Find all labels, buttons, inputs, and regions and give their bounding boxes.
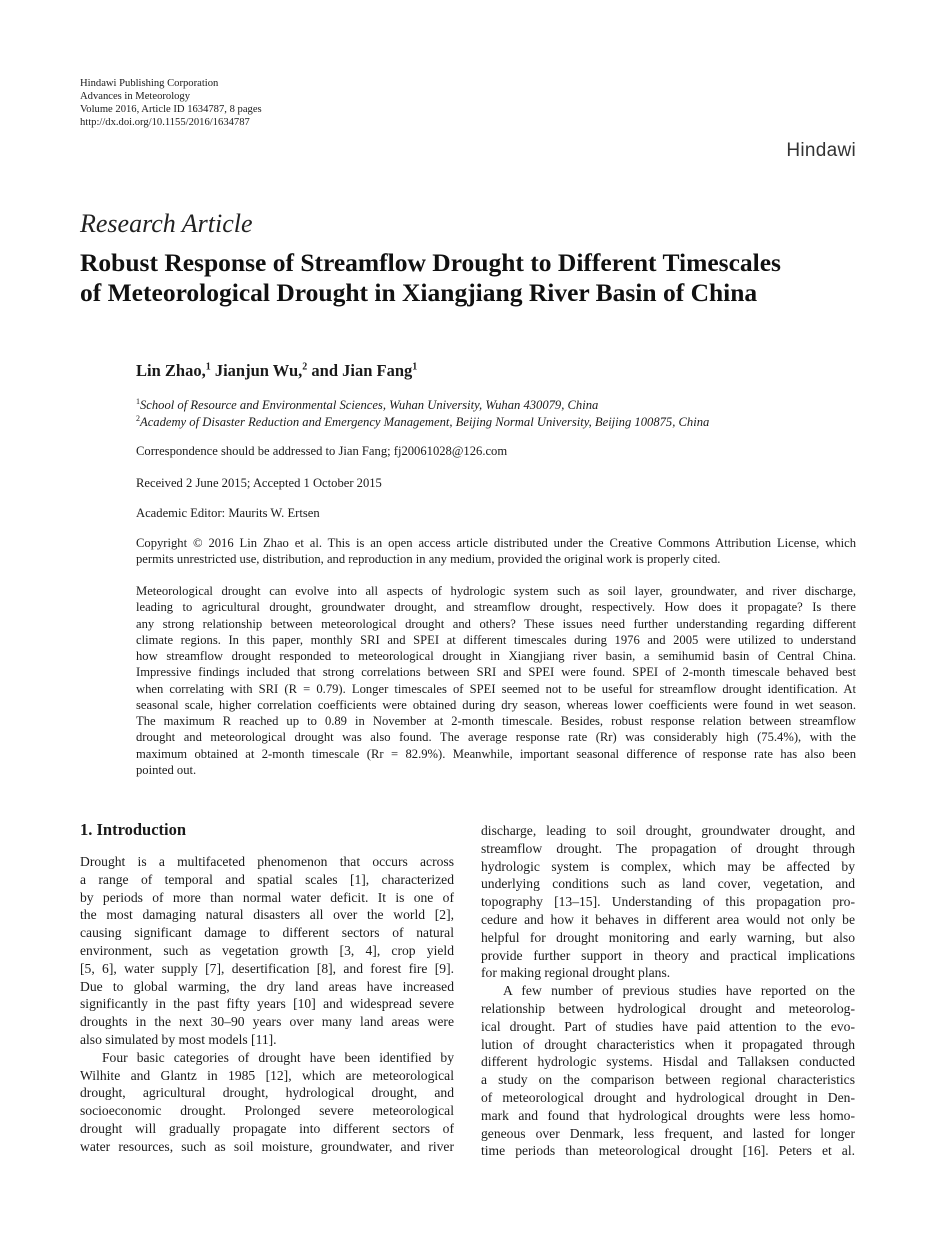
body-line: environment, such as vegetation growth [3, 4], crop yield bbox=[80, 942, 454, 958]
abstract-line: maximum obtained at 2-month timescale (Rr = 82.9%). Meanwhile, important seasonal difference of response rate has also been bbox=[136, 746, 856, 761]
body-line: significantly in the past fifty years [10] and widespread severe bbox=[80, 996, 454, 1012]
body-line: hydrologic system is complex, which may be affected by bbox=[481, 858, 855, 874]
body-line: drought, agricultural drought, hydrological drought, and bbox=[80, 1085, 454, 1101]
title-line: of Meteorological Drought in Xiangjiang River Basin of China bbox=[80, 278, 758, 307]
body-line: a study on the comparison between regional characteristics bbox=[481, 1072, 855, 1088]
body-line: relationship between hydrological drought and meteorolog- bbox=[481, 1000, 855, 1016]
body-line: causing significant damage to different sectors of natural bbox=[80, 925, 454, 941]
copyright-line: permits unrestricted use, distribution, and reproduction in any medium, provided the original work is properly cited. bbox=[136, 552, 721, 566]
doi-line: http://dx.doi.org/10.1155/2016/1634787 bbox=[80, 117, 250, 128]
author-list bbox=[136, 361, 417, 381]
article-type: Research Article bbox=[80, 209, 253, 238]
volume-line: Volume 2016, Article ID 1634787, 8 pages bbox=[80, 104, 262, 115]
body-line: helpful for drought monitoring and early warning, but also bbox=[481, 929, 855, 945]
journal-line: Advances in Meteorology bbox=[80, 91, 191, 102]
body-line: also simulated by most models [11]. bbox=[80, 1031, 277, 1047]
abstract-line: Impressive findings included that strong correlations between SRI and SPEI were found. SPEI of 2-month timescale behaved best bbox=[136, 665, 856, 680]
body-line: Four basic categories of drought have been identified by bbox=[102, 1049, 454, 1065]
author-name: Lin Zhao, bbox=[136, 361, 206, 380]
body-line: time periods than meteorological drought [16]. Peters et al. bbox=[481, 1143, 855, 1159]
body-line: provide further support in theory and practical implications bbox=[481, 947, 855, 963]
body-line: cedure and how it behaves in different area would not only be bbox=[481, 911, 855, 927]
abstract-line: leading to agricultural drought, groundwater drought, and streamflow drought, respectively. How does it propagate? Is there bbox=[136, 600, 856, 615]
affiliation-text: Academy of Disaster Reduction and Emergency Management, Beijing Normal University, Beijing 100875, China bbox=[140, 415, 710, 430]
affiliation bbox=[136, 414, 709, 430]
abstract-line: when correlating with SRI (R = 0.79). Longer timescales of SPEI seemed not to be useful for streamflow drought identification. At bbox=[136, 681, 856, 696]
body-line: of meteorological drought and hydrological drought in Den- bbox=[481, 1089, 855, 1105]
author-affiliation-mark: 1 bbox=[412, 361, 418, 373]
body-line: mark and found that hydrological droughts were less homo- bbox=[481, 1107, 855, 1123]
publisher-logo: Hindawi bbox=[786, 140, 856, 161]
body-line: topography [13–15]. Understanding of this propagation pro- bbox=[481, 894, 855, 910]
section-heading: 1. Introduction bbox=[80, 820, 187, 839]
body-line: geneous over Denmark, less frequent, and lasted for longer bbox=[481, 1125, 855, 1141]
body-line: by periods of more than normal water deficit. It is one of bbox=[80, 889, 454, 905]
body-line: different hydrologic systems. Hisdal and Tallaksen conducted bbox=[481, 1054, 855, 1070]
article-title bbox=[80, 248, 870, 308]
affiliation bbox=[136, 397, 598, 413]
copyright-line: Copyright © 2016 Lin Zhao et al. This is an open access article distributed under the Creative Commons Attribution License, which bbox=[136, 536, 856, 550]
body-line: discharge, leading to soil drought, groundwater drought, and bbox=[481, 823, 855, 838]
body-line: water resources, such as soil moisture, groundwater, and river bbox=[80, 1138, 454, 1154]
body-line: [5, 6], water supply [7], desertification [8], and forest fire [9]. bbox=[80, 960, 454, 976]
body-line: ical drought. Part of studies have paid attention to the evo- bbox=[481, 1018, 855, 1034]
abstract-line: climate regions. In this paper, monthly SRI and SPEI at different timescales during 1976 and 2005 were utilized to understand bbox=[136, 632, 856, 647]
abstract-line: The maximum R reached up to 0.89 in November at 2-month timescale. Besides, robust response relation between streamflow bbox=[136, 714, 856, 728]
academic-editor: Academic Editor: Maurits W. Ertsen bbox=[136, 506, 320, 520]
copyright-notice bbox=[136, 535, 856, 567]
abstract-line: Meteorological drought can evolve into all aspects of hydrologic system such as soil layer, groundwater, and river discharge, bbox=[136, 584, 856, 598]
body-line: for making regional drought plans. bbox=[481, 965, 671, 981]
author-affiliation-mark: 2 bbox=[302, 361, 308, 373]
body-line: socioeconomic drought. Prolonged severe meteorological bbox=[80, 1103, 454, 1119]
author-name: Jianjun Wu, bbox=[210, 361, 303, 380]
journal-meta bbox=[80, 77, 262, 129]
correspondence: Correspondence should be addressed to Jian Fang; fj20061028@126.com bbox=[136, 444, 508, 458]
body-line: A few number of previous studies have reported on the bbox=[503, 983, 855, 999]
body-line: a range of temporal and spatial scales [1], characterized bbox=[80, 871, 454, 887]
affiliation-mark: 2 bbox=[136, 414, 140, 423]
affiliation-mark: 1 bbox=[136, 397, 140, 406]
title-line: Robust Response of Streamflow Drought to Different Timescales bbox=[80, 248, 781, 277]
abstract-line: drought and meteorological drought was also found. The average response rate (Rr) was considerably high (75.4%), with the bbox=[136, 730, 856, 745]
body-line: Due to global warming, the dry land areas have increased bbox=[80, 978, 454, 994]
affiliation-text: School of Resource and Environmental Sciences, Wuhan University, Wuhan 430079, China bbox=[140, 398, 599, 413]
body-line: droughts in the next 30–90 years over many land areas were bbox=[80, 1014, 454, 1030]
body-line: streamflow drought. The propagation of drought through bbox=[481, 840, 855, 856]
abstract bbox=[136, 583, 856, 778]
publisher-line: Hindawi Publishing Corporation bbox=[80, 78, 219, 89]
body-line: Wilhite and Glantz in 1985 [12], which are meteorological bbox=[80, 1067, 454, 1083]
body-line: underlying conditions such as land cover, vegetation, and bbox=[481, 876, 855, 892]
abstract-line: pointed out. bbox=[136, 762, 197, 777]
abstract-line: seasonal scale, higher correlation coefficients were obtained during dry season, whereas lower coefficients were found in wet season. bbox=[136, 697, 856, 712]
right-column bbox=[481, 822, 855, 1160]
left-column bbox=[80, 853, 454, 1156]
received-dates: Received 2 June 2015; Accepted 1 October 2015 bbox=[136, 476, 382, 490]
body-line: lution of drought characteristics when it propagated through bbox=[481, 1036, 855, 1052]
abstract-line: how streamflow drought responded to meteorological drought in Xiangjiang river basin, a semihumid basin of Central China. bbox=[136, 649, 856, 663]
body-line: Drought is a multifaceted phenomenon that occurs across bbox=[80, 854, 454, 869]
author-affiliation-mark: 1 bbox=[205, 361, 211, 373]
body-line: drought will gradually propagate into different sectors of bbox=[80, 1120, 454, 1136]
abstract-line: any strong relationship between meteorological drought and others? These issues need further understanding regarding different bbox=[136, 616, 856, 631]
body-line: the most damaging natural disasters all over the world [2], bbox=[80, 907, 454, 923]
author-name: and Jian Fang bbox=[307, 361, 413, 380]
